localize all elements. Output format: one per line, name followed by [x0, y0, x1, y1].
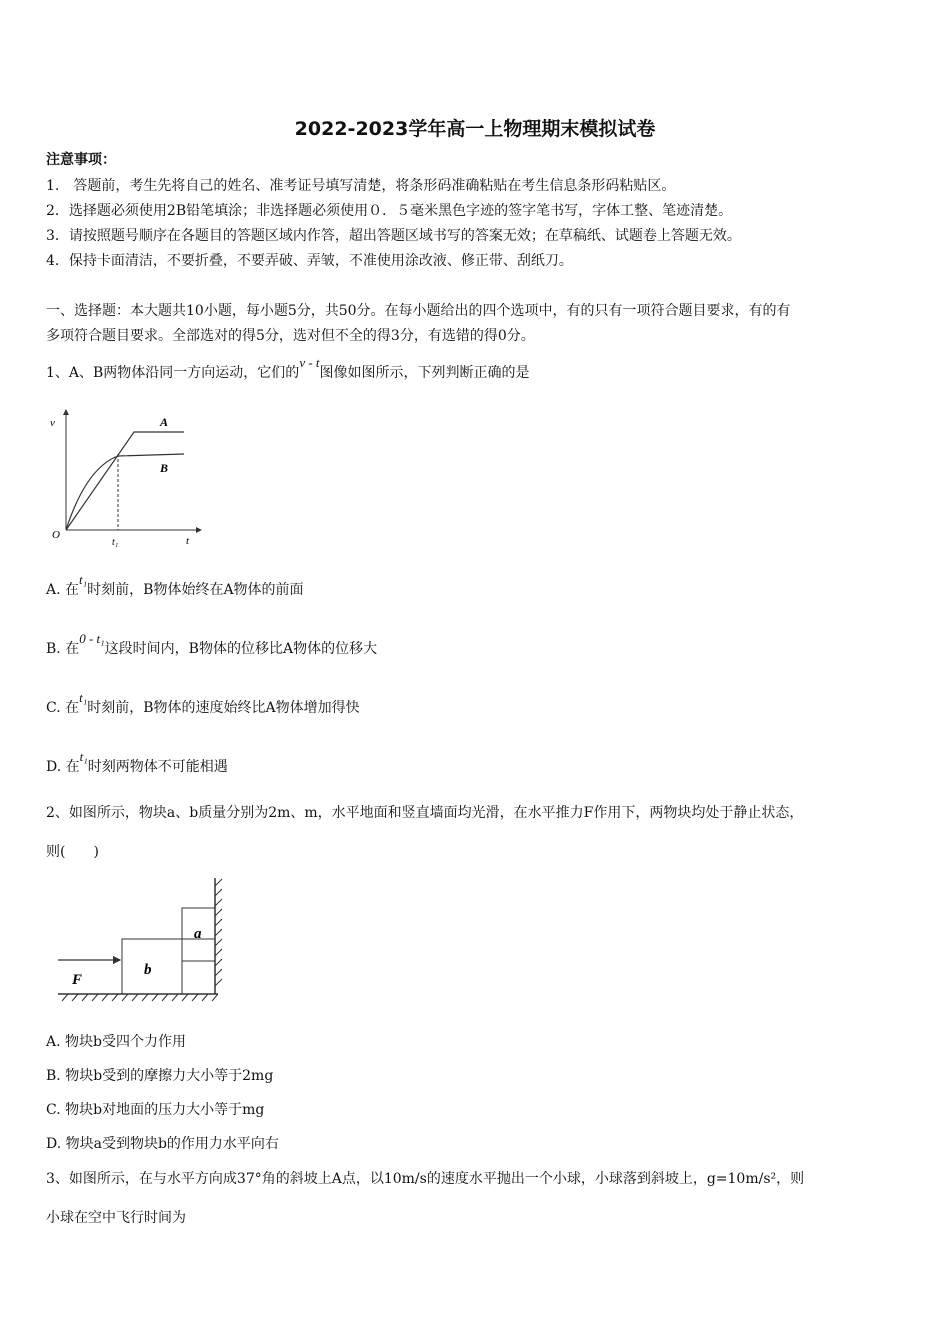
q1-option-b: B. 在0 - t₁这段时间内，B物体的位移比A物体的位移大	[46, 631, 378, 657]
q2-option-b: B. 物块b受到的摩擦力大小等于2mg	[46, 1068, 274, 1084]
q2-option-a: A. 物块b受四个力作用	[46, 1034, 186, 1050]
t1-formula: t₁	[79, 690, 88, 705]
label-t: t	[186, 535, 190, 547]
t1-formula: t₁	[79, 572, 88, 587]
label-f: F	[72, 972, 83, 988]
q1-option-c: C. 在t₁时刻前，B物体的速度始终比A物体增加得快	[46, 690, 360, 716]
label-b: B	[160, 461, 169, 475]
q1-option-a: A. 在t₁时刻前，B物体始终在A物体的前面	[46, 572, 304, 598]
label-v: v	[50, 417, 55, 429]
notice-item: 4．保持卡面清洁，不要折叠，不要弄破、弄皱，不准使用涂改液、修正带、刮纸刀。	[46, 253, 573, 269]
q2-stem: 2、如图所示，物块a、b质量分别为2m、m，水平地面和竖直墙面均光滑，在水平推力F作用下，两物块均处于静止状态，	[46, 805, 804, 821]
q1-stem-pre: 1、A、B两物体沿同一方向运动，它们的	[46, 365, 300, 381]
label-a: A	[160, 415, 169, 429]
label-t1: t₁	[112, 537, 119, 548]
page-title: 2022-2023学年高一上物理期末模拟试卷	[294, 118, 656, 140]
ground-hatch	[62, 994, 218, 1001]
q1-vt-formula: v - t	[299, 355, 320, 370]
section-intro-cont: 多项符合题目要求。全部选对的得5分，选对但不全的得3分，有选错的得0分。	[46, 328, 535, 344]
notice-item: 3．请按照题号顺序在各题目的答题区域内作答，超出答题区域书写的答案无效；在草稿纸、试题卷上答题无效。	[46, 228, 741, 244]
q3-stem: 3、如图所示，在与水平方向成37°角的斜坡上A点，以10m/s的速度水平抛出一个小球，小球落到斜坡上，g=10m/s²，则	[46, 1171, 805, 1187]
label-origin: O	[52, 529, 60, 541]
block-b	[122, 939, 215, 994]
wall-hatch	[215, 879, 222, 986]
q1-option-d: D. 在t₁时刻两物体不可能相遇	[46, 749, 228, 775]
interval-formula: 0 - t₁	[79, 631, 105, 646]
notice-item: 2．选择题必须使用2B铅笔填涂；非选择题必须使用０．５毫米黑色字迹的签字笔书写，字体工整、笔迹清楚。	[46, 203, 733, 219]
notice-heading: 注意事项：	[46, 152, 116, 168]
q1-vt-graph	[46, 402, 206, 552]
curve-a	[66, 432, 184, 530]
label-b: b	[144, 962, 152, 978]
t1-formula: t₁	[79, 749, 88, 764]
notice-item: 1. 答题前，考生先将自己的姓名、准考证号填写清楚，将条形码准确粘贴在考生信息条形码粘贴区。	[46, 178, 676, 194]
q2-option-c: C. 物块b对地面的压力大小等于mg	[46, 1102, 265, 1118]
q3-stem-cont: 小球在空中飞行时间为	[46, 1210, 186, 1226]
q1-stem	[46, 355, 530, 383]
q2-stem-cont: 则( )	[46, 844, 99, 860]
q1-stem-post: 图像如图所示，下列判断正确的是	[319, 365, 530, 381]
section-intro: 一、选择题：本大题共10小题，每小题5分，共50分。在每小题给出的四个选项中，有的只有一项符合题目要求，有的有	[46, 303, 791, 319]
q2-blocks-figure	[46, 876, 236, 1006]
q2-option-d: D. 物块a受到物块b的作用力水平向右	[46, 1136, 279, 1152]
label-a: a	[194, 926, 202, 942]
